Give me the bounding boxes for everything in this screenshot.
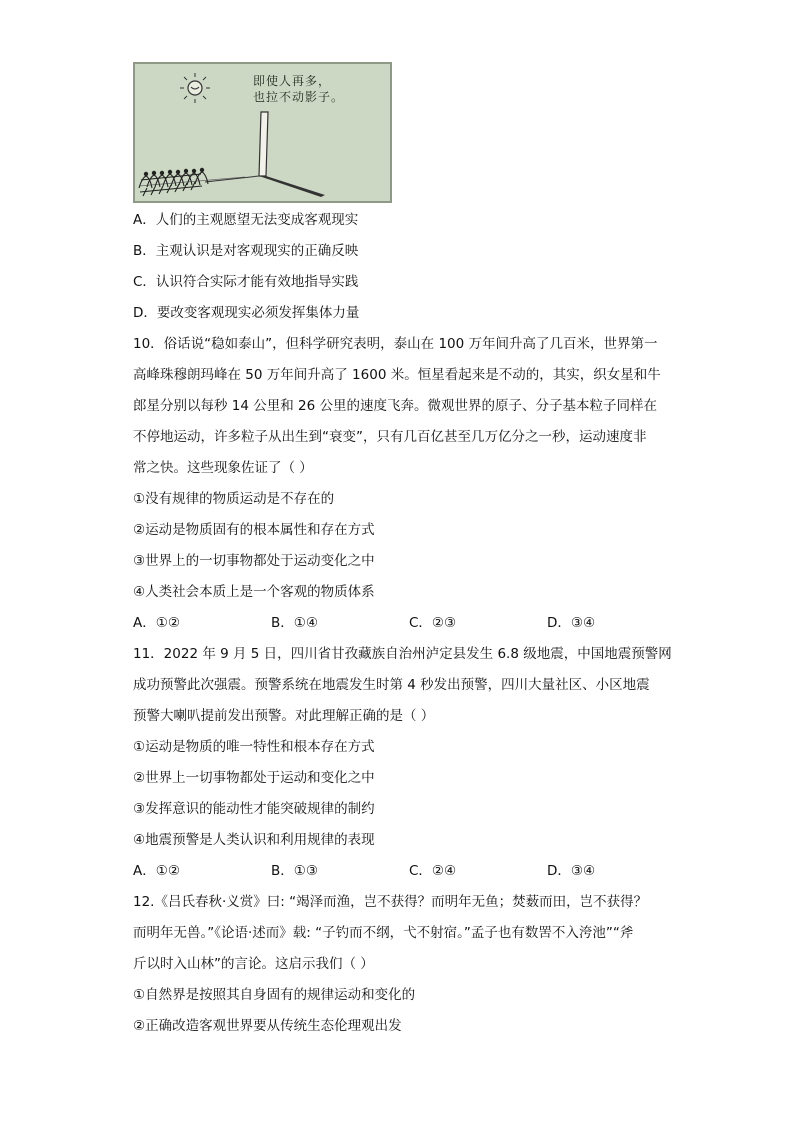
q11-stem-line: 预警大喇叭提前发出预警。对此理解正确的是（ ）	[133, 708, 435, 724]
q12-stem-line: 而明年无兽。”《论语·述而》载: “子钓而不纲，弋不射宿。”孟子也有数罟不入洿池”“斧	[133, 925, 634, 941]
q10-choice-c: C．②③	[409, 615, 457, 631]
q12-stem-line: 12.《吕氏春秋·义赏》曰: “竭泽而渔，岂不获得？而明年无鱼；焚薮而田，岂不获得？	[133, 894, 648, 910]
q12-item: ①自然界是按照其自身固有的规律运动和变化的	[133, 987, 416, 1003]
pole-figure	[259, 112, 268, 176]
q12-stem-line: 斤以时入山林”的言论。这启示我们（ ）	[133, 956, 374, 972]
q11-stem-line: 成功预警此次强震。预警系统在地震发生时第 4 秒发出预警，四川大量社区、小区地震	[133, 677, 650, 693]
q11-choice-a: A．①②	[133, 863, 180, 879]
q9-option-d: D．要改变客观现实必须发挥集体力量	[133, 305, 360, 321]
cartoon-caption-line-1: 即使人再多，	[253, 74, 332, 88]
q11-item: ④地震预警是人类认识和利用规律的表现	[133, 832, 375, 848]
q10-choice-a: A．①②	[133, 615, 180, 631]
q10-item: ③世界上的一切事物都处于运动变化之中	[133, 553, 375, 569]
q11-choice-d: D．③④	[547, 863, 596, 879]
q11-item: ①运动是物质的唯一特性和根本存在方式	[133, 739, 375, 755]
q10-choice-b: B．①④	[271, 615, 318, 631]
q10-item: ①没有规律的物质运动是不存在的	[133, 491, 335, 507]
q11-choice-b: B．①③	[271, 863, 318, 879]
crowd-figure	[139, 172, 208, 196]
q10-stem-line: 10．俗话说“稳如泰山”，但科学研究表明，泰山在 100 万年间升高了几百米，世界第一	[133, 336, 658, 352]
q12-item: ②正确改造客观世界要从传统生态伦理观出发	[133, 1018, 402, 1034]
q9-option-a: A．人们的主观愿望无法变成客观现实	[133, 212, 359, 228]
cartoon-illustration	[133, 62, 392, 203]
q10-stem-line: 郎星分别以每秒 14 公里和 26 公里的速度飞奔。微观世界的原子、分子基本粒子同样在	[133, 398, 658, 414]
q10-stem-line: 常之快。这些现象佐证了（ ）	[133, 460, 313, 476]
shadow-figure	[259, 176, 325, 197]
q11-stem-line: 11．2022 年 9 月 5 日，四川省甘孜藏族自治州泸定县发生 6.8 级地震，中国地震预警网	[133, 646, 672, 662]
q10-choice-d: D．③④	[547, 615, 596, 631]
q10-stem-line: 高峰珠穆朗玛峰在 50 万年间升高了 1600 米。恒星看起来是不动的，其实，织女星和牛	[133, 367, 661, 383]
q11-item: ③发挥意识的能动性才能突破规律的制约	[133, 801, 375, 817]
q9-option-c: C．认识符合实际才能有效地指导实践	[133, 274, 359, 290]
q11-choice-c: C．②④	[409, 863, 457, 879]
q10-item: ②运动是物质固有的根本属性和存在方式	[133, 522, 375, 538]
cartoon-caption-line-2: 也拉不动影子。	[253, 90, 345, 104]
q9-option-b: B．主观认识是对客观现实的正确反映	[133, 243, 359, 259]
q10-stem-line: 不停地运动，许多粒子从出生到“衰变”，只有几百亿甚至几万亿分之一秒，运动速度非	[133, 429, 647, 445]
q11-item: ②世界上一切事物都处于运动和变化之中	[133, 770, 375, 786]
sun-icon	[180, 73, 210, 103]
q10-item: ④人类社会本质上是一个客观的物质体系	[133, 584, 375, 600]
